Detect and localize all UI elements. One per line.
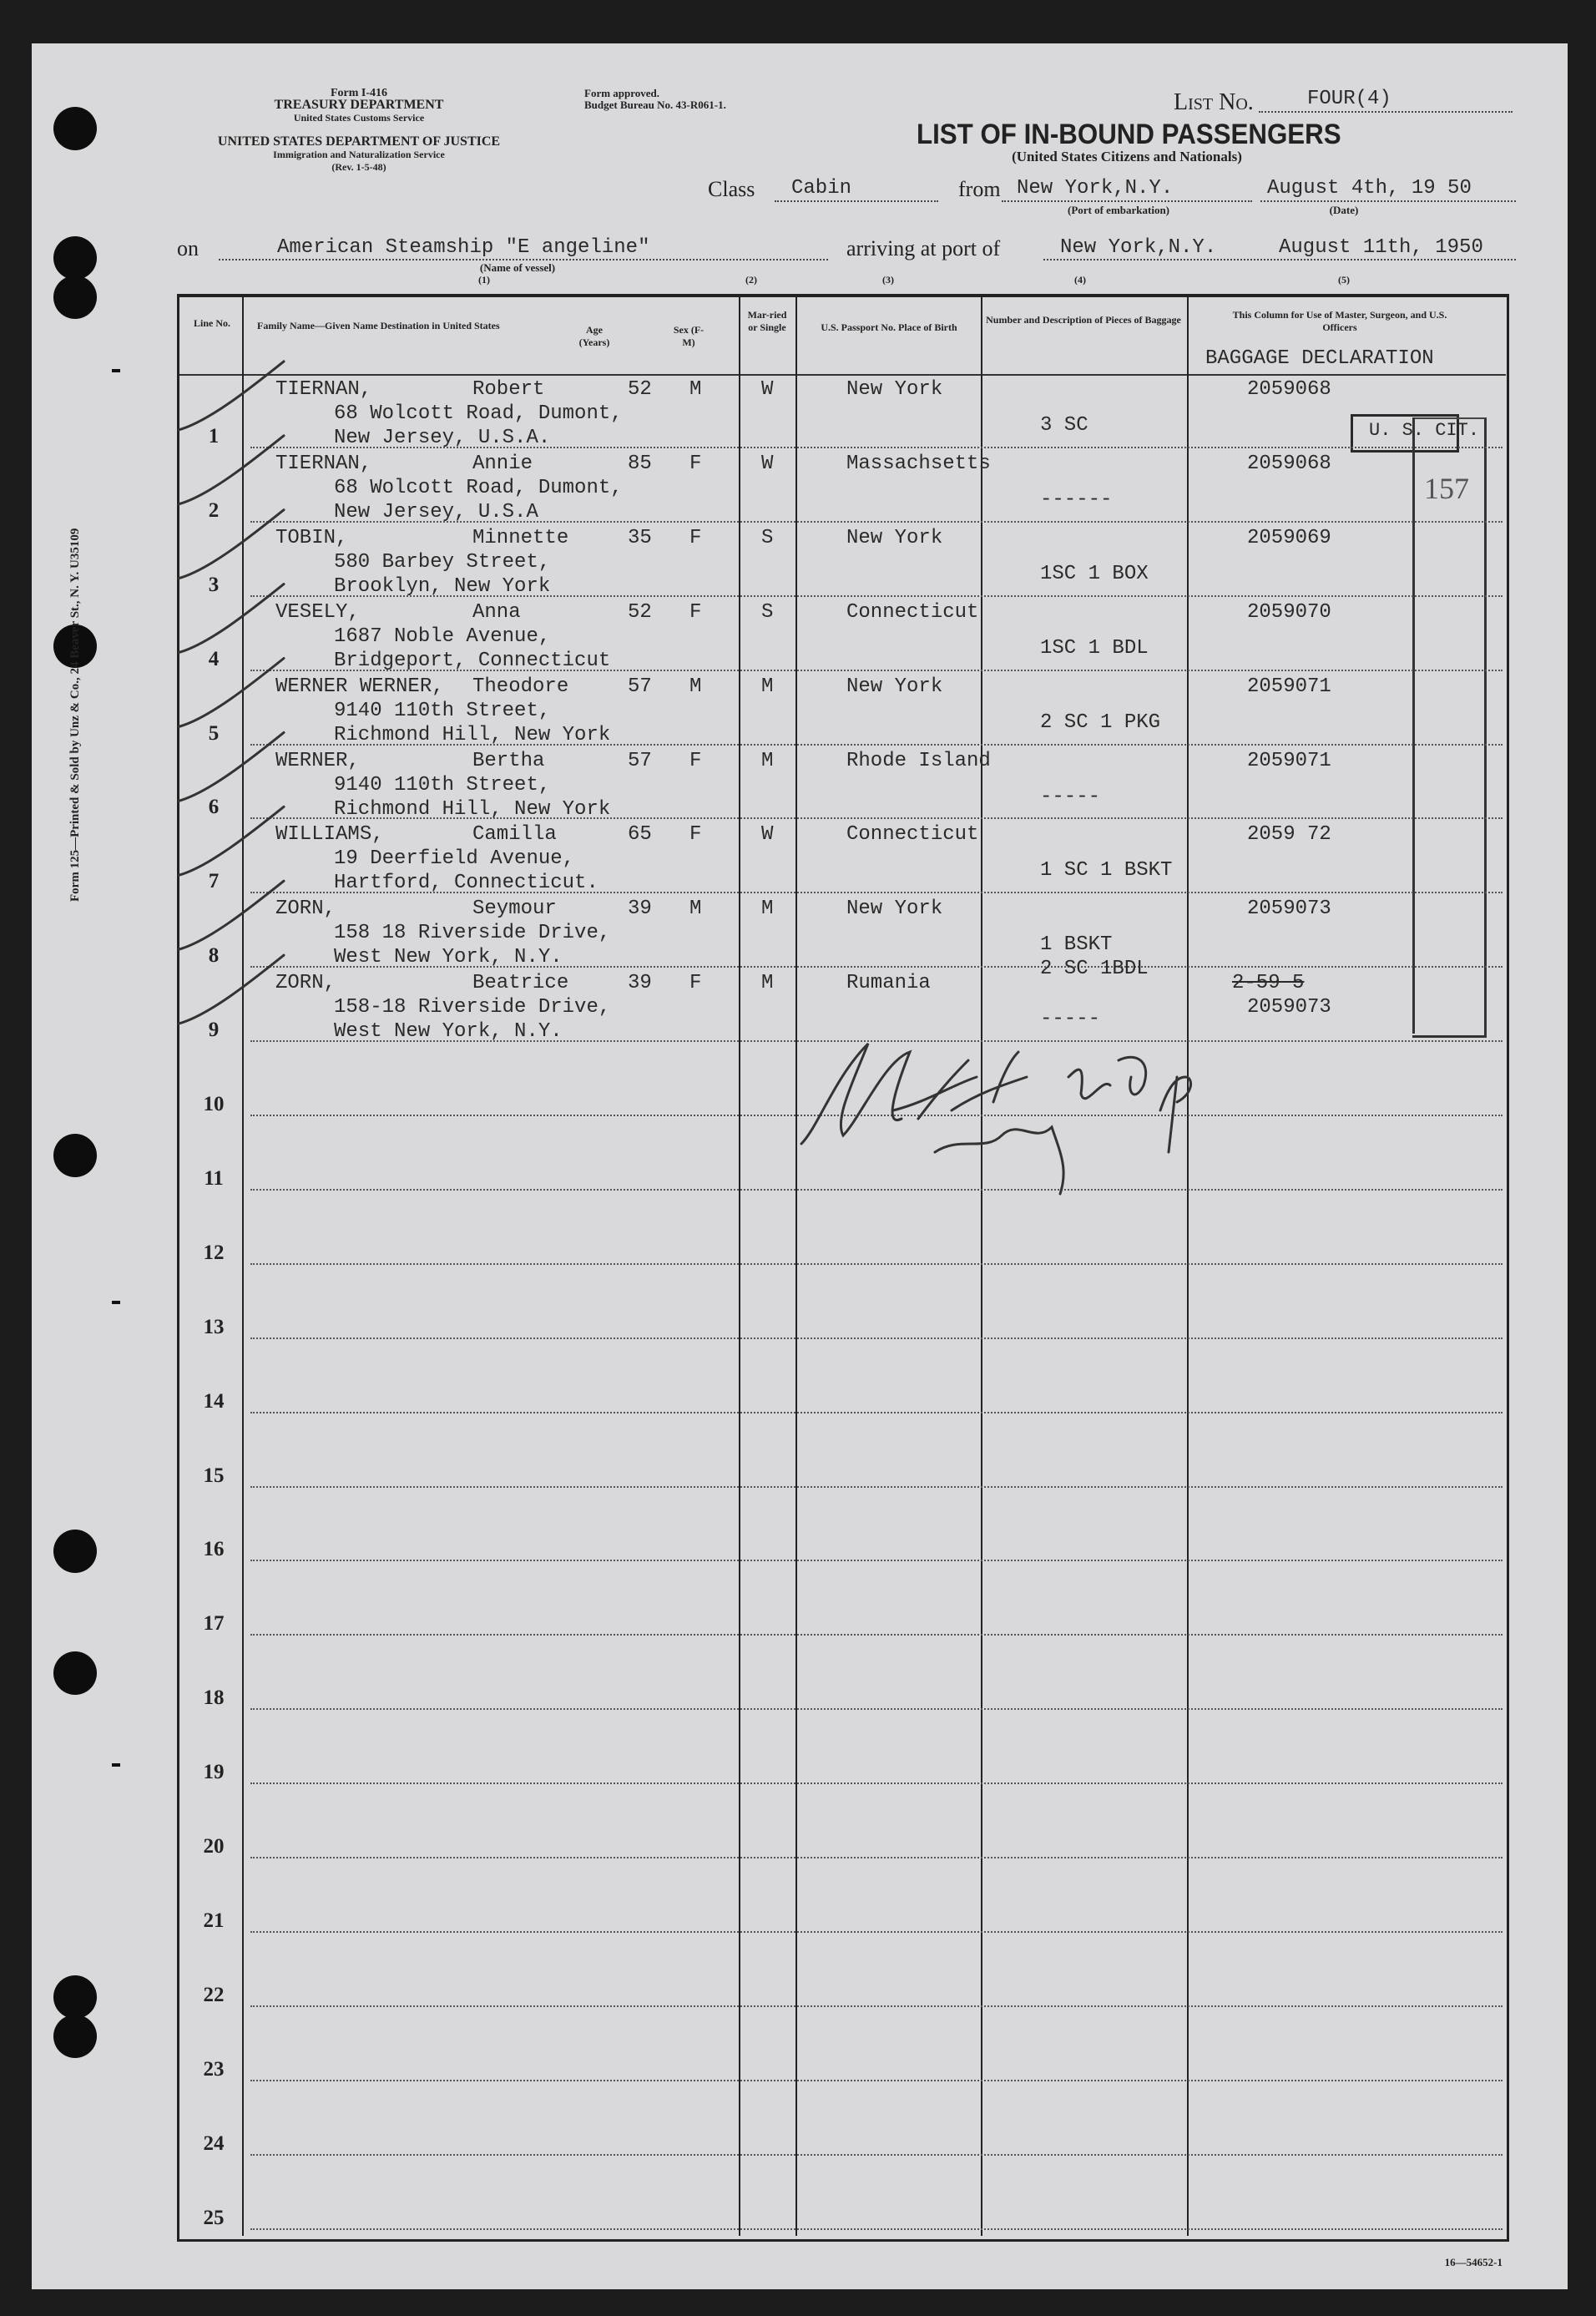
passenger-given-name: Camilla bbox=[472, 823, 557, 847]
passenger-marital-status: S bbox=[761, 600, 774, 624]
footer-code: 16—54652-1 bbox=[1444, 2256, 1503, 2268]
struck-declaration: 2-59 5 bbox=[1232, 972, 1305, 995]
passenger-age: 57 bbox=[628, 749, 652, 772]
passenger-address-line2: Richmond Hill, New York bbox=[334, 723, 611, 746]
passenger-surname: WERNER WERNER, bbox=[275, 675, 444, 698]
line-number: 19 bbox=[203, 1761, 225, 1784]
passenger-baggage: ----- bbox=[1040, 1008, 1101, 1031]
passenger-birthplace: Massachsetts bbox=[846, 452, 991, 475]
passenger-surname: TIERNAN, bbox=[275, 378, 372, 401]
passenger-age: 52 bbox=[628, 378, 652, 401]
passenger-marital-status: M bbox=[761, 749, 774, 772]
list-no-label: List No. bbox=[1174, 89, 1254, 115]
baggage-declaration-no: 2059069 bbox=[1247, 526, 1331, 549]
form-subtitle: (United States Citizens and Nationals) bbox=[1012, 149, 1242, 164]
passenger-sex: F bbox=[689, 452, 702, 475]
passenger-baggage: 2 SC 1 PKG bbox=[1040, 710, 1161, 734]
budget-bureau: Budget Bureau No. 43-R061-1. bbox=[584, 99, 726, 111]
passenger-given-name: Beatrice bbox=[472, 972, 569, 995]
baggage-declaration-no: 2059 72 bbox=[1247, 823, 1331, 847]
passenger-given-name: Theodore bbox=[472, 675, 569, 698]
col-married: Mar-ried or Single bbox=[747, 309, 787, 333]
vessel-name: American Steamship "E angeline" bbox=[277, 236, 650, 259]
check-mark bbox=[179, 881, 284, 949]
arrival-port: New York,N.Y. bbox=[1060, 236, 1217, 259]
date-caption: (Date) bbox=[1329, 204, 1359, 216]
line-number: 25 bbox=[203, 2206, 225, 2229]
passenger-baggage-extra: 2 SC 1BDL bbox=[1040, 958, 1149, 981]
line-number: 8 bbox=[208, 944, 220, 968]
passenger-baggage: ----- bbox=[1040, 785, 1101, 808]
line-number: 16 bbox=[203, 1538, 225, 1561]
passenger-baggage: 3 SC bbox=[1040, 414, 1088, 437]
passenger-given-name: Minnette bbox=[472, 526, 569, 549]
baggage-declaration-no: 2059068 bbox=[1247, 378, 1331, 401]
line-number: 11 bbox=[204, 1166, 224, 1190]
col-passport: U.S. Passport No. Place of Birth bbox=[821, 321, 957, 333]
passenger-birthplace: Rumania bbox=[846, 972, 931, 995]
passenger-baggage: 1 SC 1 BSKT bbox=[1040, 859, 1173, 882]
line-number: 24 bbox=[203, 2131, 225, 2155]
line-number: 20 bbox=[203, 1835, 225, 1858]
form-number: Form I-416 bbox=[330, 87, 388, 99]
passenger-address-line1: 68 Wolcott Road, Dumont, bbox=[334, 402, 623, 425]
passenger-birthplace: Rhode Island bbox=[846, 749, 991, 772]
passenger-birthplace: New York bbox=[846, 898, 943, 921]
line-number: 21 bbox=[203, 1909, 225, 1932]
passenger-age: 35 bbox=[628, 526, 652, 549]
passenger-marital-status: M bbox=[761, 972, 774, 995]
inspector-signature bbox=[785, 1027, 1319, 1211]
baggage-declaration-no: 2059073 bbox=[1247, 898, 1331, 921]
on-label: on bbox=[177, 236, 199, 260]
line-number: 1 bbox=[208, 424, 220, 448]
passenger-surname: WERNER, bbox=[275, 749, 360, 772]
passenger-marital-status: W bbox=[761, 823, 774, 847]
line-number: 15 bbox=[203, 1464, 225, 1487]
passenger-sex: F bbox=[689, 749, 702, 772]
passenger-baggage: 1 BSKT bbox=[1040, 933, 1113, 957]
line-number: 14 bbox=[203, 1389, 225, 1413]
passenger-address-line1: 580 Barbey Street, bbox=[334, 550, 551, 574]
passenger-age: 57 bbox=[628, 675, 652, 698]
vessel-caption: (Name of vessel) bbox=[479, 261, 556, 274]
customs-service: United States Customs Service bbox=[293, 112, 425, 124]
passenger-address-line1: 9140 110th Street, bbox=[334, 699, 551, 722]
col-num-4: (4) bbox=[1074, 274, 1086, 286]
passenger-surname: TIERNAN, bbox=[275, 452, 372, 475]
passenger-address-line1: 19 Deerfield Avenue, bbox=[334, 847, 575, 871]
passenger-birthplace: New York bbox=[846, 378, 943, 401]
line-number: 22 bbox=[203, 1983, 225, 2006]
form-approved: Form approved. bbox=[584, 87, 660, 99]
passenger-sex: F bbox=[689, 972, 702, 995]
printer-imprint: Form 125—Printed & Sold by Unz & Co., 24 Beaver St., N. Y. U35109 bbox=[68, 528, 82, 902]
passenger-marital-status: S bbox=[761, 526, 774, 549]
check-mark bbox=[179, 584, 284, 653]
passenger-marital-status: M bbox=[761, 898, 774, 921]
passenger-sex: M bbox=[689, 378, 702, 401]
passenger-age: 65 bbox=[628, 823, 652, 847]
col-num-3: (3) bbox=[882, 274, 894, 286]
passenger-address-line2: Brooklyn, New York bbox=[334, 574, 551, 598]
passenger-birthplace: New York bbox=[846, 526, 943, 549]
line-number: 2 bbox=[208, 498, 220, 522]
revision: (Rev. 1-5-48) bbox=[331, 161, 386, 173]
baggage-declaration-no: 2059073 bbox=[1247, 996, 1331, 1019]
line-number: 10 bbox=[203, 1093, 225, 1115]
passenger-surname: TOBIN, bbox=[275, 526, 348, 549]
passenger-address-line2: West New York, N.Y. bbox=[334, 946, 563, 969]
passenger-given-name: Annie bbox=[472, 452, 533, 475]
passenger-age: 39 bbox=[628, 898, 652, 921]
class-value: Cabin bbox=[791, 177, 852, 200]
line-number: 3 bbox=[208, 573, 220, 596]
embark-date: August 4th, 19 50 bbox=[1267, 177, 1472, 200]
passenger-address-line2: Richmond Hill, New York bbox=[334, 797, 611, 821]
col-num-5: (5) bbox=[1338, 274, 1350, 286]
check-mark bbox=[179, 732, 284, 801]
passenger-surname: ZORN, bbox=[275, 972, 336, 995]
passenger-given-name: Anna bbox=[472, 600, 521, 624]
passenger-sex: M bbox=[689, 675, 702, 698]
arrival-date: August 11th, 1950 bbox=[1279, 236, 1483, 259]
passenger-address-line1: 1687 Noble Avenue, bbox=[334, 625, 551, 648]
passenger-birthplace: Connecticut bbox=[846, 600, 979, 624]
check-mark bbox=[179, 807, 284, 875]
passenger-baggage: 1SC 1 BDL bbox=[1040, 636, 1149, 660]
col-baggage: Number and Description of Pieces of Baggage bbox=[986, 314, 1181, 326]
passenger-surname: VESELY, bbox=[275, 600, 360, 624]
justice-dept: UNITED STATES DEPARTMENT OF JUSTICE bbox=[217, 134, 501, 149]
passenger-surname: ZORN, bbox=[275, 898, 336, 921]
check-mark bbox=[179, 659, 284, 727]
passenger-age: 39 bbox=[628, 972, 652, 995]
line-number: 23 bbox=[203, 2057, 225, 2081]
treasury-dept: TREASURY DEPARTMENT bbox=[274, 98, 444, 112]
passenger-surname: WILLIAMS, bbox=[275, 823, 384, 847]
passenger-address-line2: West New York, N.Y. bbox=[334, 1020, 563, 1044]
arriving-label: arriving at port of bbox=[846, 236, 1001, 260]
baggage-declaration-no: 2059071 bbox=[1247, 749, 1331, 772]
passenger-marital-status: M bbox=[761, 675, 774, 698]
passenger-marital-status: W bbox=[761, 378, 774, 401]
passenger-address-line2: New Jersey, U.S.A. bbox=[334, 427, 551, 449]
line-number: 6 bbox=[208, 796, 220, 819]
embark-caption: (Port of embarkation) bbox=[1067, 204, 1170, 216]
passenger-address-line2: Hartford, Connecticut. bbox=[334, 872, 598, 895]
line-number: 13 bbox=[203, 1315, 225, 1338]
line-number: 9 bbox=[208, 1019, 220, 1042]
check-mark bbox=[179, 510, 284, 579]
tally-count: 157 bbox=[1424, 472, 1469, 505]
passenger-address-line1: 9140 110th Street, bbox=[334, 773, 551, 796]
line-number: 5 bbox=[208, 721, 220, 745]
passenger-age: 52 bbox=[628, 600, 652, 624]
baggage-declaration-no: 2059070 bbox=[1247, 600, 1331, 624]
baggage-declaration-no: 2059071 bbox=[1247, 675, 1331, 698]
col-num-2: (2) bbox=[745, 274, 757, 286]
line-number: 12 bbox=[203, 1241, 225, 1264]
col-officer: This Column for Use of Master, Surgeon, and U.S. Officers bbox=[1232, 309, 1447, 333]
passenger-given-name: Robert bbox=[472, 378, 545, 401]
citizen-stamp-text: U. S. CIT. bbox=[1369, 420, 1480, 441]
passenger-birthplace: Connecticut bbox=[846, 823, 979, 847]
passenger-birthplace: New York bbox=[846, 675, 943, 698]
from-label: from bbox=[958, 177, 1001, 201]
passenger-address-line2: Bridgeport, Connecticut bbox=[334, 649, 611, 672]
col-age: Age (Years) bbox=[578, 324, 610, 348]
list-no-value: FOUR(4) bbox=[1307, 88, 1391, 110]
check-mark bbox=[179, 955, 284, 1024]
passenger-address-line2: New Jersey, U.S.A bbox=[334, 500, 538, 523]
passenger-baggage: ------ bbox=[1040, 488, 1113, 511]
passenger-given-name: Seymour bbox=[472, 898, 557, 921]
passenger-sex: F bbox=[689, 823, 702, 847]
passenger-sex: M bbox=[689, 898, 702, 921]
line-number: 7 bbox=[208, 870, 220, 893]
passenger-sex: F bbox=[689, 600, 702, 624]
check-mark bbox=[179, 362, 284, 430]
passenger-address-line1: 68 Wolcott Road, Dumont, bbox=[334, 476, 623, 499]
col-declaration: BAGGAGE DECLARATION bbox=[1205, 347, 1434, 370]
class-label: Class bbox=[708, 177, 755, 201]
col-line-no: Line No. bbox=[193, 317, 230, 329]
ins-service: Immigration and Naturalization Service bbox=[273, 149, 445, 160]
baggage-declaration-no: 2059068 bbox=[1247, 452, 1331, 475]
line-number: 17 bbox=[203, 1612, 225, 1636]
passenger-given-name: Bertha bbox=[472, 749, 545, 772]
passenger-age: 85 bbox=[628, 452, 652, 475]
line-number: 4 bbox=[208, 647, 220, 670]
passenger-address-line1: 158 18 Riverside Drive, bbox=[334, 922, 611, 945]
col-sex: Sex (F-M) bbox=[673, 324, 705, 348]
passenger-address-line1: 158-18 Riverside Drive, bbox=[334, 996, 611, 1019]
form-title: LIST OF IN-BOUND PASSENGERS bbox=[917, 119, 1341, 150]
passenger-sex: F bbox=[689, 526, 702, 549]
passenger-marital-status: W bbox=[761, 452, 774, 475]
check-mark bbox=[179, 436, 284, 504]
line-number: 18 bbox=[203, 1686, 225, 1710]
embark-port: New York,N.Y. bbox=[1017, 177, 1174, 200]
col-name: Family Name—Given Name Destination in United States bbox=[257, 320, 500, 331]
col-num-1: (1) bbox=[478, 274, 490, 286]
passenger-baggage: 1SC 1 BOX bbox=[1040, 562, 1149, 585]
